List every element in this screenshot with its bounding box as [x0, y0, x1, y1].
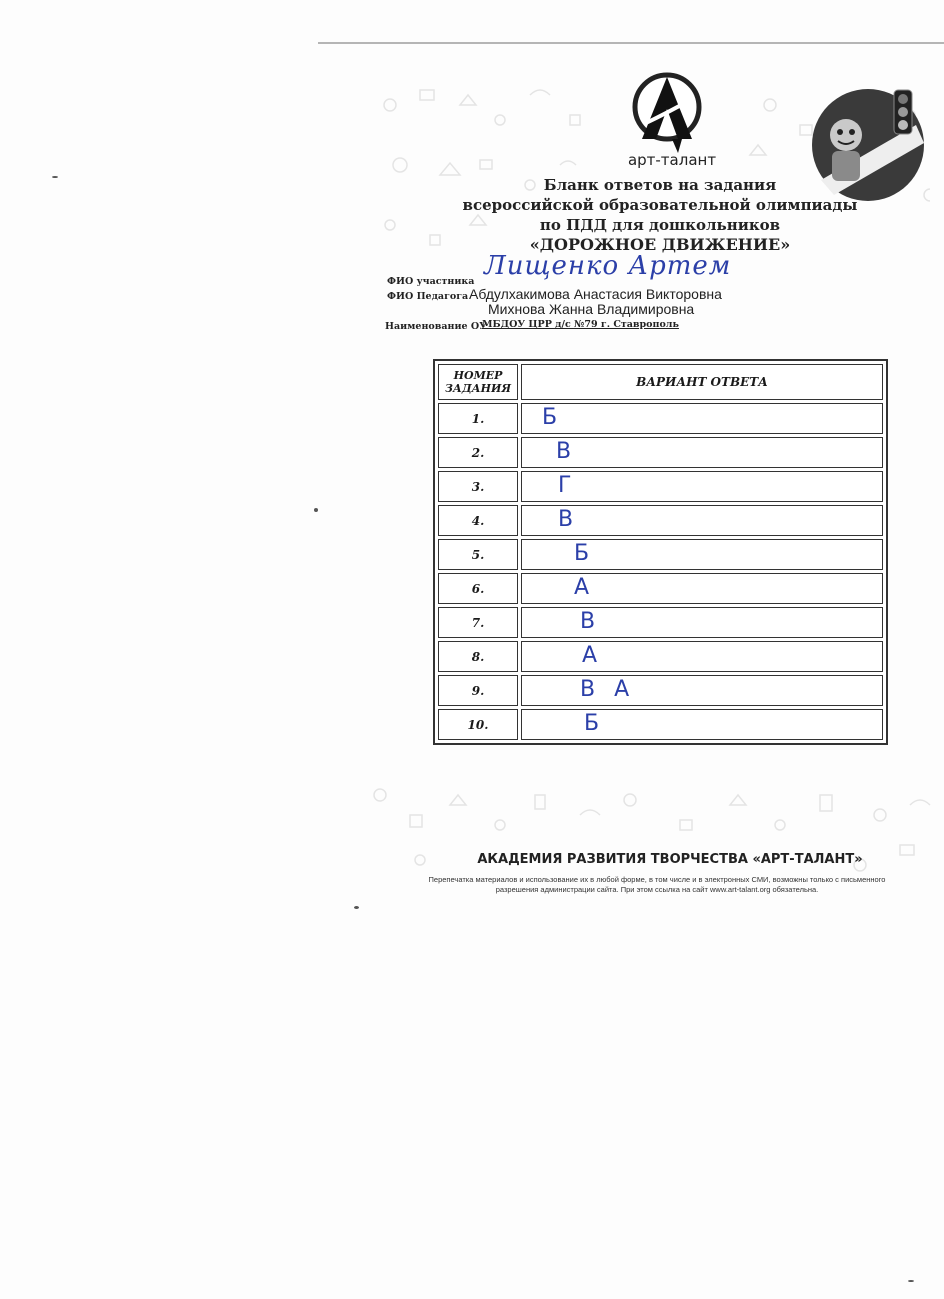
participant-label: ФИО участника	[387, 276, 475, 287]
answer-handwritten: Б	[542, 405, 558, 430]
org-label: Наименование ОУ	[385, 321, 487, 332]
participant-name-handwritten: Лищенко Артем	[484, 251, 732, 281]
answer-handwritten: Г	[558, 473, 572, 498]
answer-handwritten: В	[556, 439, 572, 464]
task-number-header-line-2: ЗАДАНИЯ	[444, 382, 512, 395]
form-title	[460, 175, 860, 255]
title-line-2: всероссийской образовательной олимпиады	[462, 196, 858, 214]
brand-name: арт-талант	[627, 151, 717, 169]
footer-copyright-note	[370, 875, 944, 895]
scan-edge-line	[318, 42, 944, 44]
task-number: 5.	[438, 539, 518, 570]
table-row	[438, 505, 883, 536]
answer-cell	[521, 675, 883, 706]
answer-cell	[521, 471, 883, 502]
table-row	[438, 437, 883, 468]
scan-speck	[314, 508, 318, 512]
answer-header: ВАРИАНТ ОТВЕТА	[521, 364, 883, 400]
answer-handwritten: Б	[574, 541, 590, 566]
footer-title: АКАДЕМИЯ РАЗВИТИЯ ТВОРЧЕСТВА «АРТ-ТАЛАНТ»	[477, 852, 863, 867]
answer-cell	[521, 709, 883, 740]
answer-cell	[521, 403, 883, 434]
table-row	[438, 709, 883, 740]
task-number: 4.	[438, 505, 518, 536]
table-row	[438, 471, 883, 502]
task-number-header-line-1: НОМЕР	[453, 369, 503, 382]
teacher-label: ФИО Педагога	[387, 291, 469, 302]
art-talant-logo-icon	[632, 69, 702, 153]
task-number: 8.	[438, 641, 518, 672]
table-row	[438, 675, 883, 706]
footer-note-line-2: разрешения администрации сайта. При этом ссылка на сайт www.art-talant.org обязательна.	[495, 885, 819, 894]
table-row	[438, 607, 883, 638]
answer-sheet	[360, 55, 944, 915]
table-row	[438, 403, 883, 434]
answer-handwritten: А	[574, 575, 590, 600]
answer-cell	[521, 539, 883, 570]
table-row	[438, 641, 883, 672]
answer-cell	[521, 505, 883, 536]
answer-cell	[521, 437, 883, 468]
answer-handwritten: В А	[580, 677, 636, 702]
task-number: 2.	[438, 437, 518, 468]
table-header-row	[438, 364, 883, 400]
scan-speck	[908, 1280, 914, 1282]
footer-note-line-1: Перепечатка материалов и использование их в любой форме, в том числе и в электронных СМИ, возможны только с письменного	[428, 875, 886, 884]
answers-table	[433, 359, 888, 745]
task-number: 10.	[438, 709, 518, 740]
org-name: МБДОУ ЦРР д/с №79 г. Ставрополь	[482, 319, 679, 330]
answer-handwritten: А	[582, 643, 598, 668]
teacher-name-1: Абдулхакимова Анастасия Викторовна	[469, 286, 722, 302]
answer-handwritten: В	[558, 507, 574, 532]
table-row	[438, 573, 883, 604]
answer-cell	[521, 641, 883, 672]
task-number: 7.	[438, 607, 518, 638]
answer-handwritten: Б	[584, 711, 600, 736]
task-number: 9.	[438, 675, 518, 706]
teacher-name-2: Михнова Жанна Владимировна	[488, 301, 695, 317]
table-row	[438, 539, 883, 570]
task-number: 1.	[438, 403, 518, 434]
title-line-4: «ДОРОЖНОЕ ДВИЖЕНИЕ»	[529, 235, 791, 254]
title-line-1: Бланк ответов на задания	[543, 176, 777, 194]
task-number: 3.	[438, 471, 518, 502]
answer-cell	[521, 573, 883, 604]
answer-cell	[521, 607, 883, 638]
task-number: 6.	[438, 573, 518, 604]
task-number-header	[438, 364, 518, 400]
doodle-pattern-bottom	[360, 775, 944, 885]
scan-speck	[354, 906, 359, 909]
answer-handwritten: В	[580, 609, 596, 634]
title-line-3: по ПДД для дошкольников	[539, 216, 781, 234]
scan-speck	[52, 176, 58, 178]
